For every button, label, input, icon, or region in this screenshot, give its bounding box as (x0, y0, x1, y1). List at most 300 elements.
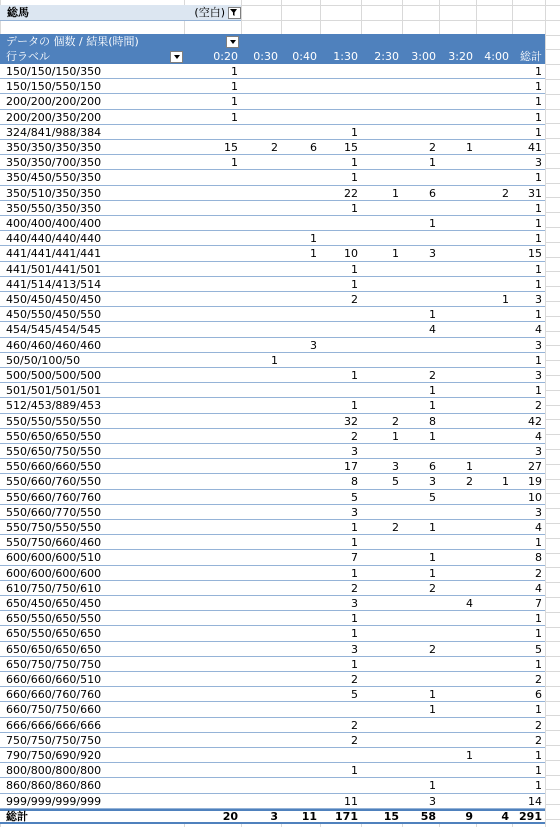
value-cell: 1 (351, 536, 358, 550)
value-cell (439, 626, 476, 641)
value-cell (184, 231, 241, 246)
row-label: 454/545/454/545 (6, 323, 102, 337)
row-total-cell: 1 (535, 277, 542, 291)
value-cell: 1 (392, 429, 399, 443)
value-cell (281, 794, 320, 809)
value-cell (184, 353, 241, 368)
value-cell (439, 125, 476, 140)
value-cell (361, 566, 402, 581)
value-cell: 1 (351, 156, 358, 170)
value-cell (281, 566, 320, 581)
value-cell (402, 231, 439, 246)
value-cell (281, 353, 320, 368)
value-cell (241, 642, 281, 657)
value-cell: 3 (392, 460, 399, 474)
value-cell (241, 672, 281, 687)
value-cell (476, 110, 512, 125)
row-label: 790/750/690/920 (6, 749, 102, 762)
value-cell (361, 490, 402, 505)
value-cell (476, 444, 512, 459)
value-cell (241, 292, 281, 307)
value-cell (281, 702, 320, 717)
values-dropdown-button[interactable] (226, 36, 239, 48)
value-cell (476, 657, 512, 672)
value-cell (439, 338, 476, 353)
value-cell: 2 (429, 141, 436, 154)
value-cell (184, 338, 241, 353)
value-cell (402, 262, 439, 277)
value-cell (439, 414, 476, 429)
value-cell (361, 170, 402, 185)
value-cell: 1 (351, 657, 358, 671)
value-cell (361, 733, 402, 748)
value-cell (439, 307, 476, 322)
value-cell: 8 (429, 414, 436, 428)
value-cell (476, 778, 512, 793)
value-cell (184, 718, 241, 733)
value-cell (320, 216, 361, 231)
value-cell (184, 794, 241, 809)
value-cell (439, 581, 476, 596)
grand-total-label: 総計 (6, 809, 28, 823)
value-cell (476, 429, 512, 444)
value-cell (184, 672, 241, 687)
value-cell (402, 110, 439, 125)
value-cell (281, 383, 320, 398)
value-cell: 1 (429, 566, 436, 580)
row-label: 666/666/666/666 (6, 718, 102, 732)
value-cell: 1 (351, 612, 358, 626)
value-cell (184, 398, 241, 413)
value-cell (402, 535, 439, 550)
row-label-dropdown-button[interactable] (170, 51, 183, 63)
value-cell (184, 626, 241, 641)
value-cell (439, 702, 476, 717)
value-cell (241, 535, 281, 550)
value-cell (361, 216, 402, 231)
value-cell: 22 (344, 186, 358, 200)
value-cell: 3 (310, 338, 317, 352)
value-cell: 1 (351, 262, 358, 276)
value-cell (476, 398, 512, 413)
value-cell (476, 368, 512, 383)
value-cell (476, 733, 512, 748)
value-cell (402, 748, 439, 763)
value-cell (439, 368, 476, 383)
value-cell (184, 642, 241, 657)
value-cell (476, 718, 512, 733)
value-cell (361, 596, 402, 611)
value-cell (281, 292, 320, 307)
value-cell: 1 (429, 688, 436, 702)
value-cell (439, 292, 476, 307)
value-cell (361, 535, 402, 550)
value-cell (476, 490, 512, 505)
value-cell (281, 277, 320, 292)
value-cell (241, 307, 281, 322)
value-cell (281, 535, 320, 550)
row-label: 650/650/650/650 (6, 642, 102, 656)
row-total-cell: 8 (535, 551, 542, 565)
row-total-cell: 1 (535, 262, 542, 276)
column-header-3:00[interactable]: 3:00 (411, 50, 436, 63)
value-cell (241, 657, 281, 672)
row-total-cell: 1 (535, 80, 542, 94)
pivot-data-title: データの 個数 / 結果(時間) (6, 35, 139, 48)
value-cell: 1 (466, 141, 473, 154)
value-cell: 2 (466, 475, 473, 489)
value-cell (281, 611, 320, 626)
value-cell (361, 702, 402, 717)
row-label: 650/450/650/450 (6, 597, 102, 610)
value-cell: 3 (429, 247, 436, 261)
value-cell: 1 (502, 475, 509, 489)
row-total-cell: 3 (535, 156, 542, 170)
value-cell: 3 (351, 505, 358, 519)
value-cell (402, 505, 439, 520)
value-cell (241, 79, 281, 94)
row-total-cell: 5 (535, 642, 542, 656)
row-label: 550/750/660/460 (6, 536, 102, 550)
row-label: 660/660/660/510 (6, 673, 102, 686)
value-cell: 2 (429, 369, 436, 382)
value-cell: 2 (392, 521, 399, 534)
value-cell (184, 444, 241, 459)
value-cell (281, 429, 320, 444)
value-cell (439, 535, 476, 550)
value-cell (361, 687, 402, 702)
row-total-cell: 1 (535, 749, 542, 762)
value-cell (402, 733, 439, 748)
value-cell (241, 322, 281, 337)
value-cell (184, 657, 241, 672)
value-cell: 2 (351, 673, 358, 686)
value-cell (476, 611, 512, 626)
value-cell (439, 566, 476, 581)
value-cell: 2 (351, 293, 358, 306)
value-cell (184, 414, 241, 429)
value-cell (361, 657, 402, 672)
value-cell (361, 626, 402, 641)
value-cell (184, 763, 241, 778)
row-label: 350/510/350/350 (6, 186, 102, 200)
value-cell (361, 307, 402, 322)
value-cell (241, 277, 281, 292)
column-header-3:20[interactable]: 3:20 (448, 50, 473, 63)
value-cell (402, 718, 439, 733)
row-label: 450/550/450/550 (6, 308, 102, 322)
value-cell (184, 505, 241, 520)
value-cell: 1 (231, 156, 238, 170)
value-cell (439, 79, 476, 94)
value-cell (184, 566, 241, 581)
value-cell (320, 307, 361, 322)
value-cell (281, 398, 320, 413)
value-cell (184, 383, 241, 398)
row-label: 512/453/889/453 (6, 399, 102, 413)
value-cell: 1 (466, 749, 473, 762)
value-cell (439, 64, 476, 79)
value-cell (281, 368, 320, 383)
value-cell (241, 94, 281, 109)
value-cell (476, 566, 512, 581)
row-total-cell: 42 (528, 414, 542, 428)
value-cell (320, 778, 361, 793)
value-cell (476, 550, 512, 565)
value-cell: 10 (344, 247, 358, 261)
value-cell (361, 94, 402, 109)
value-cell (476, 353, 512, 368)
value-cell: 171 (335, 809, 358, 823)
value-cell (281, 170, 320, 185)
row-total-cell: 2 (535, 718, 542, 732)
value-cell: 17 (344, 460, 358, 474)
value-cell (281, 581, 320, 596)
value-cell (241, 444, 281, 459)
value-cell (281, 550, 320, 565)
row-label: 550/660/760/550 (6, 475, 102, 489)
value-cell (241, 474, 281, 489)
value-cell (241, 733, 281, 748)
row-label: 500/500/500/500 (6, 369, 102, 382)
value-cell (281, 322, 320, 337)
value-cell (281, 201, 320, 216)
column-header-1:30[interactable]: 1:30 (333, 50, 358, 63)
value-cell: 1 (392, 186, 399, 200)
value-cell (361, 277, 402, 292)
value-cell: 1 (351, 521, 358, 534)
row-label: 441/441/441/441 (6, 247, 102, 261)
row-total-cell: 15 (528, 247, 542, 261)
value-cell (402, 338, 439, 353)
filter-funnel-icon[interactable] (228, 7, 241, 19)
value-cell (361, 79, 402, 94)
value-cell (439, 550, 476, 565)
column-header-2:30[interactable]: 2:30 (374, 50, 399, 63)
value-cell (241, 110, 281, 125)
value-cell: 3 (270, 809, 278, 823)
row-label: 501/501/501/501 (6, 384, 102, 398)
row-label: 441/501/441/501 (6, 262, 102, 276)
row-label: 600/600/600/600 (6, 566, 102, 580)
value-cell (402, 353, 439, 368)
value-cell (476, 322, 512, 337)
value-cell (184, 687, 241, 702)
value-cell: 2 (351, 733, 358, 747)
value-cell (402, 444, 439, 459)
column-header-総計[interactable]: 総計 (520, 50, 542, 63)
value-cell (241, 748, 281, 763)
value-cell (281, 718, 320, 733)
row-label: 440/440/440/440 (6, 232, 102, 246)
value-cell: 2 (392, 414, 399, 428)
value-cell (476, 702, 512, 717)
value-cell (476, 520, 512, 535)
filter-field-label: 総馬 (7, 6, 29, 19)
value-cell (439, 444, 476, 459)
value-cell (241, 702, 281, 717)
value-cell (241, 611, 281, 626)
value-cell (184, 292, 241, 307)
value-cell (476, 748, 512, 763)
value-cell (184, 596, 241, 611)
row-total-cell: 41 (528, 141, 542, 154)
value-cell (476, 535, 512, 550)
value-cell (320, 702, 361, 717)
value-cell: 1 (231, 80, 238, 94)
row-total-cell: 4 (535, 323, 542, 337)
column-header-0:40[interactable]: 0:40 (292, 50, 317, 63)
value-cell (281, 642, 320, 657)
value-cell (241, 550, 281, 565)
value-cell (241, 687, 281, 702)
value-cell (402, 611, 439, 626)
value-cell: 1 (351, 171, 358, 185)
value-cell (241, 414, 281, 429)
value-cell: 11 (344, 794, 358, 808)
value-cell (402, 657, 439, 672)
row-label: 200/200/200/200 (6, 95, 102, 109)
value-cell: 1 (310, 232, 317, 246)
value-cell (184, 125, 241, 140)
value-cell: 1 (429, 156, 436, 170)
value-cell: 1 (429, 703, 436, 717)
value-cell (241, 490, 281, 505)
value-cell: 3 (429, 794, 436, 808)
value-cell (241, 216, 281, 231)
value-cell (281, 444, 320, 459)
row-total-cell: 3 (535, 445, 542, 458)
value-cell (281, 687, 320, 702)
row-total-cell: 1 (535, 95, 542, 109)
row-total-cell: 2 (535, 566, 542, 580)
value-cell: 8 (351, 475, 358, 489)
row-total-cell: 14 (528, 794, 542, 808)
row-total-cell: 1 (535, 232, 542, 246)
value-cell (281, 626, 320, 641)
value-cell (361, 231, 402, 246)
value-cell (184, 611, 241, 626)
value-cell (476, 246, 512, 261)
value-cell (361, 262, 402, 277)
value-cell (281, 155, 320, 170)
value-cell (184, 550, 241, 565)
value-cell (476, 626, 512, 641)
value-cell (184, 277, 241, 292)
value-cell (476, 201, 512, 216)
value-cell (439, 322, 476, 337)
value-cell (241, 201, 281, 216)
row-total-cell: 2 (535, 399, 542, 413)
value-cell (476, 672, 512, 687)
row-total-cell: 1 (535, 384, 542, 398)
value-cell (361, 581, 402, 596)
value-cell: 3 (351, 642, 358, 656)
value-cell (281, 307, 320, 322)
row-label: 550/650/650/550 (6, 429, 102, 443)
value-cell: 1 (271, 353, 278, 367)
value-cell (402, 672, 439, 687)
value-cell (281, 262, 320, 277)
row-total-cell: 19 (528, 475, 542, 489)
value-cell (361, 550, 402, 565)
row-total-cell: 2 (535, 673, 542, 686)
value-cell (439, 672, 476, 687)
value-cell (439, 262, 476, 277)
row-total-cell: 3 (535, 293, 542, 306)
value-cell (439, 778, 476, 793)
value-cell (402, 596, 439, 611)
value-cell: 5 (351, 490, 358, 504)
value-cell (476, 94, 512, 109)
value-cell: 1 (429, 399, 436, 413)
value-cell (361, 763, 402, 778)
row-label: 660/660/760/760 (6, 688, 102, 702)
value-cell (476, 125, 512, 140)
value-cell: 5 (351, 688, 358, 702)
value-cell (439, 277, 476, 292)
value-cell: 1 (429, 308, 436, 322)
value-cell: 7 (351, 551, 358, 565)
value-cell (184, 322, 241, 337)
row-label: 150/150/550/150 (6, 80, 102, 94)
column-header-0:20[interactable]: 0:20 (213, 50, 238, 63)
value-cell (361, 322, 402, 337)
value-cell (402, 277, 439, 292)
column-header-4:00[interactable]: 4:00 (484, 50, 509, 63)
value-cell (476, 277, 512, 292)
row-label: 660/750/750/660 (6, 703, 102, 717)
value-cell (320, 748, 361, 763)
value-cell: 4 (501, 809, 509, 823)
value-cell (476, 505, 512, 520)
value-cell (361, 794, 402, 809)
row-total-cell: 3 (535, 505, 542, 519)
value-cell: 4 (429, 323, 436, 337)
row-label: 860/860/860/860 (6, 779, 102, 793)
row-label-header: 行ラベル (6, 50, 50, 63)
value-cell (241, 186, 281, 201)
value-cell (241, 596, 281, 611)
value-cell (476, 79, 512, 94)
row-total-cell: 1 (535, 536, 542, 550)
value-cell (476, 459, 512, 474)
value-cell (439, 657, 476, 672)
value-cell: 5 (392, 475, 399, 489)
value-cell (439, 490, 476, 505)
value-cell (476, 794, 512, 809)
value-cell (241, 626, 281, 641)
value-cell (402, 64, 439, 79)
value-cell: 2 (429, 581, 436, 595)
row-label: 650/750/750/750 (6, 657, 102, 671)
value-cell: 1 (351, 764, 358, 778)
row-label: 350/350/700/350 (6, 156, 102, 170)
row-label: 750/750/750/750 (6, 733, 102, 747)
value-cell: 2 (429, 642, 436, 656)
column-header-0:30[interactable]: 0:30 (253, 50, 278, 63)
value-cell (476, 155, 512, 170)
value-cell (241, 566, 281, 581)
row-label: 550/660/770/550 (6, 505, 102, 519)
value-cell (184, 170, 241, 185)
value-cell: 2 (271, 141, 278, 154)
value-cell (241, 170, 281, 185)
value-cell (476, 338, 512, 353)
value-cell (361, 201, 402, 216)
value-cell (320, 353, 361, 368)
value-cell (184, 520, 241, 535)
